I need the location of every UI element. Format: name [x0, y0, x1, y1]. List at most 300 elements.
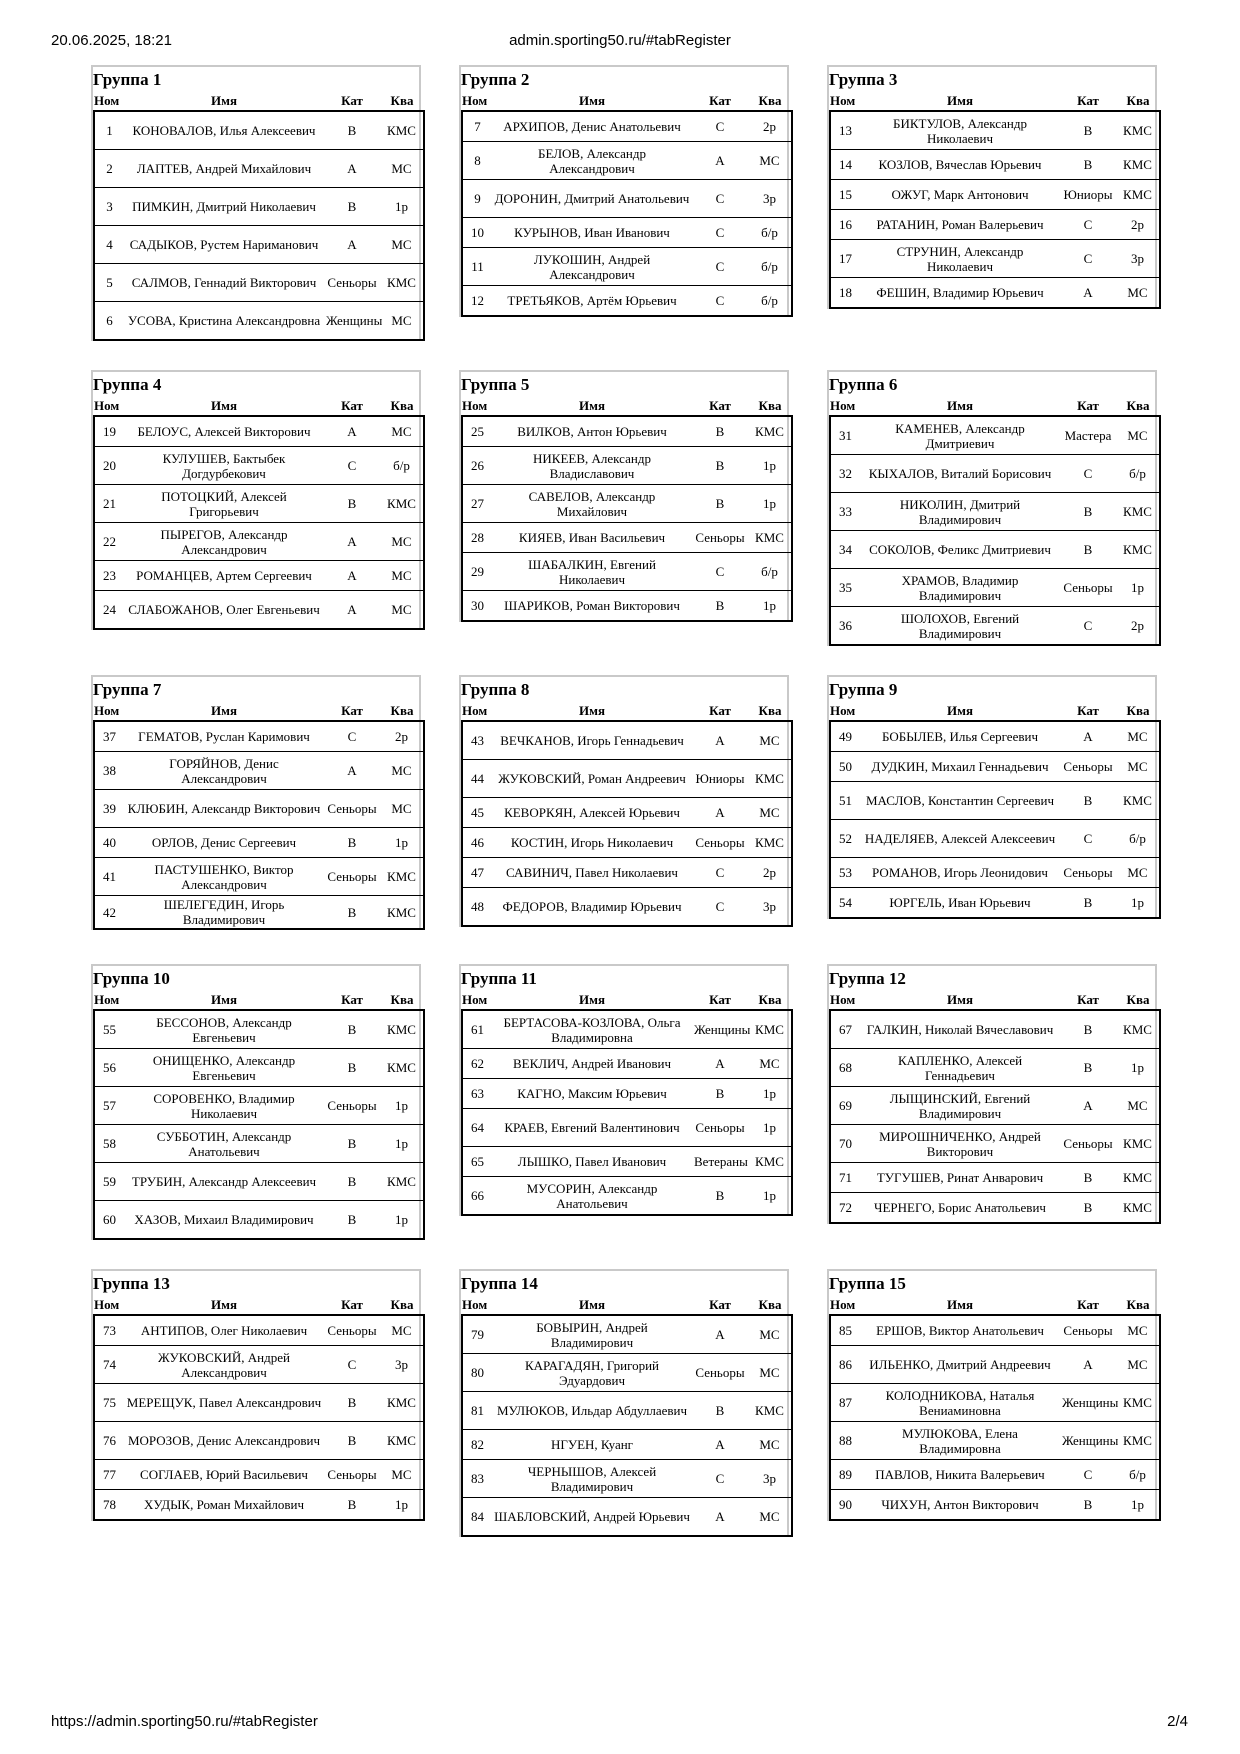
participant-number: 55 — [103, 1022, 116, 1037]
participant-category: Юниоры — [692, 760, 748, 798]
participant-number: 51 — [830, 782, 860, 820]
table-row — [94, 858, 424, 896]
participant-qualification: 3р — [748, 180, 792, 218]
participant-number: 76 — [94, 1422, 124, 1460]
participant-category: C — [1060, 607, 1116, 646]
group-8 — [459, 675, 789, 927]
column-header-kva: Ква — [758, 703, 782, 718]
participant-qualification: МС — [380, 561, 424, 591]
column-header-name: Имя — [947, 992, 973, 1007]
participant-qualification: КМС — [387, 123, 416, 138]
column-header-name: Имя — [947, 93, 973, 108]
table-header-row — [94, 991, 424, 1010]
participant-number: 26 — [462, 447, 492, 485]
participant-category: B — [324, 896, 380, 930]
participant-category: B — [324, 1201, 380, 1240]
participant-name: ФЕДОРОВ, Владимир Юрьевич — [492, 888, 692, 927]
column-header-kva: Ква — [1126, 398, 1150, 413]
participant-name: КАПЛЕНКО, Алексей Геннадьевич — [860, 1049, 1060, 1087]
column-header-name: Имя — [579, 1297, 605, 1312]
participant-category: B — [1083, 123, 1093, 138]
participant-name: НАДЕЛЯЕВ, Алексей Алексеевич — [860, 820, 1060, 858]
participant-qualification: КМС — [1116, 782, 1160, 820]
participant-name: БЕССОНОВ, Александр Евгеньевич — [156, 1014, 292, 1045]
participant-number: 16 — [830, 210, 860, 240]
participant-qualification: МС — [759, 733, 780, 748]
participant-number: 47 — [462, 858, 492, 888]
participant-category: B — [347, 123, 357, 138]
participant-category: Женщины — [694, 1022, 751, 1037]
participant-number: 22 — [94, 523, 124, 561]
column-header-num: Ном — [94, 992, 120, 1007]
column-header-cat: Кат — [709, 93, 731, 108]
table-row — [830, 1193, 1160, 1224]
participant-category: C — [1060, 820, 1116, 858]
column-header-cat: Кат — [341, 703, 363, 718]
participant-qualification: б/р — [748, 553, 792, 591]
participant-name: ПОТОЦКИЙ, Алексей Григорьевич — [124, 485, 324, 523]
participant-number: 68 — [830, 1049, 860, 1087]
participant-name: ПИМКИН, Дмитрий Николаевич — [124, 188, 324, 226]
participant-category: B — [692, 1177, 748, 1216]
participant-number: 64 — [462, 1109, 492, 1147]
participant-name: ШАБАЛКИН, Евгений Николаевич — [492, 553, 692, 591]
group-table — [461, 397, 793, 622]
participant-number: 84 — [462, 1498, 492, 1537]
participant-name: КОНОВАЛОВ, Илья Алексеевич — [132, 123, 316, 138]
column-header-cat: Кат — [709, 1297, 731, 1312]
participant-qualification: б/р — [1116, 1460, 1160, 1490]
table-row — [830, 858, 1160, 888]
participant-number: 63 — [462, 1079, 492, 1109]
participant-category: Юниоры — [1060, 180, 1116, 210]
table-row — [94, 1163, 424, 1201]
group-4 — [91, 370, 421, 630]
table-row — [462, 828, 792, 858]
participant-category: C — [1060, 210, 1116, 240]
column-header-name: Имя — [947, 1297, 973, 1312]
table-row — [462, 1147, 792, 1177]
column-header-cat: Кат — [1077, 1297, 1099, 1312]
participant-number: 4 — [94, 226, 124, 264]
table-row — [830, 1384, 1160, 1422]
column-header-kva: Ква — [390, 992, 414, 1007]
participant-name: БЕРТАСОВА-КОЗЛОВА, Ольга Владимировна — [503, 1014, 681, 1045]
participant-category: C — [324, 1346, 380, 1384]
table-row — [830, 416, 1160, 455]
participant-number: 87 — [830, 1384, 860, 1422]
participant-category: Сеньоры — [1063, 1323, 1113, 1338]
participant-category: Женщины — [324, 302, 380, 341]
participant-category: C — [692, 180, 748, 218]
table-row — [830, 111, 1160, 150]
table-row — [830, 1422, 1160, 1460]
participant-qualification: МС — [1127, 428, 1148, 443]
column-header-num: Ном — [830, 398, 856, 413]
participant-name: БЕЛОУС, Алексей Викторович — [137, 424, 311, 439]
participant-qualification: МС — [748, 1049, 792, 1079]
participant-category: B — [1060, 1490, 1116, 1521]
table-row — [462, 523, 792, 553]
participant-qualification: 1р — [748, 1079, 792, 1109]
participant-name: СЛАБОЖАНОВ, Олег Евгеньевич — [124, 591, 324, 630]
participant-category: Сеньоры — [324, 1460, 380, 1490]
table-row — [94, 1201, 424, 1240]
participant-qualification: МС — [1127, 729, 1148, 744]
table-row — [830, 1010, 1160, 1049]
table-row — [94, 150, 424, 188]
group-table — [93, 702, 425, 930]
table-row — [830, 180, 1160, 210]
participant-name: ОРЛОВ, Денис Сергеевич — [124, 828, 324, 858]
column-header-num: Ном — [94, 1297, 120, 1312]
group-7 — [91, 675, 421, 930]
table-row — [830, 752, 1160, 782]
participant-number: 36 — [830, 607, 860, 646]
participant-category: C — [692, 553, 748, 591]
participant-number: 39 — [94, 790, 124, 828]
participant-name: ДУДКИН, Михаил Геннадьевич — [860, 752, 1060, 782]
participant-number: 28 — [462, 523, 492, 553]
participant-category: B — [1060, 1193, 1116, 1224]
participant-number: 46 — [462, 828, 492, 858]
participant-qualification: МС — [1116, 752, 1160, 782]
table-row — [462, 1010, 792, 1049]
participant-category: C — [692, 1460, 748, 1498]
table-row — [462, 485, 792, 523]
participant-number: 10 — [462, 218, 492, 248]
participant-name: КЕВОРКЯН, Алексей Юрьевич — [492, 798, 692, 828]
table-row — [94, 1490, 424, 1521]
participant-number: 58 — [94, 1125, 124, 1163]
column-header-num: Ном — [462, 1297, 488, 1312]
participant-qualification: 1р — [380, 1201, 424, 1240]
column-header-cat: Кат — [1077, 992, 1099, 1007]
group-table — [829, 1296, 1161, 1521]
participant-name: КРАЕВ, Евгений Валентинович — [492, 1109, 692, 1147]
participant-name: САВИНИЧ, Павел Николаевич — [492, 858, 692, 888]
group-11 — [459, 964, 789, 1216]
group-title: Группа 3 — [829, 70, 898, 89]
column-header-num: Ном — [830, 703, 856, 718]
table-row — [830, 1049, 1160, 1087]
group-table — [829, 702, 1161, 919]
table-row — [94, 1422, 424, 1460]
group-title: Группа 10 — [93, 969, 170, 988]
participant-qualification: КМС — [380, 858, 424, 896]
participant-name: БЕЛОВ, Александр Александрович — [492, 142, 692, 180]
participant-qualification: 3р — [380, 1346, 424, 1384]
participant-category: A — [715, 733, 725, 748]
group-table — [829, 397, 1161, 646]
participant-category: Женщины — [1060, 1384, 1116, 1422]
participant-name: ЛУКОШИН, Андрей Александрович — [492, 248, 692, 286]
table-row — [830, 607, 1160, 646]
table-row — [830, 1490, 1160, 1521]
participant-qualification: б/р — [748, 286, 792, 317]
participant-qualification: КМС — [1123, 1022, 1152, 1037]
participant-qualification: КМС — [748, 523, 792, 553]
participant-qualification: б/р — [748, 218, 792, 248]
column-header-name: Имя — [579, 93, 605, 108]
participant-name: ХУДЫК, Роман Михайлович — [124, 1490, 324, 1521]
participant-name: МУЛЮКОВ, Ильдар Абдуллаевич — [492, 1392, 692, 1430]
participant-number: 53 — [830, 858, 860, 888]
participant-qualification: 1р — [748, 1177, 792, 1216]
participant-qualification: КМС — [748, 828, 792, 858]
group-12 — [827, 964, 1157, 1224]
table-row — [462, 798, 792, 828]
participant-qualification: 1р — [380, 1087, 424, 1125]
participant-category: B — [1060, 531, 1116, 569]
participant-name: МИРОШНИЧЕНКО, Андрей Викторович — [860, 1125, 1060, 1163]
table-row — [94, 1049, 424, 1087]
participant-number: 13 — [839, 123, 852, 138]
participant-name: БИКТУЛОВ, Александр Николаевич — [893, 115, 1027, 146]
participant-qualification: КМС — [1116, 180, 1160, 210]
participant-category: A — [692, 1498, 748, 1537]
participant-number: 61 — [471, 1022, 484, 1037]
participant-category: B — [692, 1079, 748, 1109]
participant-qualification: КМС — [748, 1392, 792, 1430]
participant-name: СОКОЛОВ, Феликс Дмитриевич — [860, 531, 1060, 569]
participant-number: 9 — [462, 180, 492, 218]
participant-category: B — [1060, 782, 1116, 820]
table-row — [462, 180, 792, 218]
participant-category: Сеньоры — [692, 828, 748, 858]
participant-category: B — [347, 1022, 357, 1037]
participant-name: МОРОЗОВ, Денис Александрович — [124, 1422, 324, 1460]
participant-name: ВЕКЛИЧ, Андрей Иванович — [492, 1049, 692, 1079]
participant-name: УСОВА, Кристина Александровна — [124, 302, 324, 341]
table-row — [94, 523, 424, 561]
group-title: Группа 13 — [93, 1274, 170, 1293]
participant-qualification: КМС — [1116, 150, 1160, 180]
participant-number: 52 — [830, 820, 860, 858]
participant-category: A — [324, 226, 380, 264]
group-5 — [459, 370, 789, 622]
participant-number: 69 — [830, 1087, 860, 1125]
table-row — [94, 896, 424, 930]
participant-category: Сеньоры — [324, 858, 380, 896]
column-header-cat: Кат — [1077, 398, 1099, 413]
participant-category: Ветераны — [692, 1147, 748, 1177]
participant-category: B — [715, 424, 725, 439]
column-header-num: Ном — [94, 93, 120, 108]
participant-qualification: КМС — [380, 1384, 424, 1422]
participant-category: C — [692, 858, 748, 888]
column-header-num: Ном — [462, 398, 488, 413]
participant-qualification: 2р — [763, 119, 776, 134]
table-row — [94, 1087, 424, 1125]
table-row — [462, 1315, 792, 1354]
column-header-name: Имя — [211, 398, 237, 413]
participant-name: ШЕЛЕГЕДИН, Игорь Владимирович — [124, 896, 324, 930]
participant-qualification: 2р — [1116, 607, 1160, 646]
table-row — [830, 782, 1160, 820]
column-header-kva: Ква — [758, 93, 782, 108]
participant-qualification: МС — [380, 302, 424, 341]
table-row — [830, 278, 1160, 309]
participant-qualification: КМС — [380, 264, 424, 302]
participant-qualification: б/р — [380, 447, 424, 485]
participant-category: C — [692, 888, 748, 927]
participant-qualification: 1р — [1116, 888, 1160, 919]
column-header-kva: Ква — [390, 1297, 414, 1312]
print-footer-url: https://admin.sporting50.ru/#tabRegister — [51, 1713, 318, 1730]
column-header-kva: Ква — [390, 703, 414, 718]
participant-category: B — [324, 1163, 380, 1201]
group-table — [461, 991, 793, 1216]
participant-name: ДОРОНИН, Дмитрий Анатольевич — [492, 180, 692, 218]
table-row — [462, 858, 792, 888]
table-header-row — [94, 1296, 424, 1315]
table-row — [94, 111, 424, 150]
participant-qualification: МС — [759, 1327, 780, 1342]
column-header-name: Имя — [947, 398, 973, 413]
participant-number: 8 — [462, 142, 492, 180]
column-header-cat: Кат — [709, 703, 731, 718]
participant-number: 11 — [462, 248, 492, 286]
participant-qualification: КМС — [1116, 1193, 1160, 1224]
table-row — [94, 721, 424, 752]
participant-number: 29 — [462, 553, 492, 591]
participant-category: Сеньоры — [1060, 752, 1116, 782]
group-table — [461, 1296, 793, 1537]
participant-name: ХАЗОВ, Михаил Владимирович — [124, 1201, 324, 1240]
group-table — [461, 702, 793, 927]
participant-category: Сеньоры — [324, 1087, 380, 1125]
column-header-cat: Кат — [341, 398, 363, 413]
participant-name: САВЕЛОВ, Александр Михайлович — [492, 485, 692, 523]
table-row — [830, 1125, 1160, 1163]
table-row — [462, 1354, 792, 1392]
group-title: Группа 4 — [93, 375, 162, 394]
table-header-row — [462, 1296, 792, 1315]
participant-category: Мастера — [1064, 428, 1112, 443]
table-row — [462, 1109, 792, 1147]
group-table — [93, 1296, 425, 1521]
participant-category: Сеньоры — [692, 523, 748, 553]
print-datetime: 20.06.2025, 18:21 — [51, 32, 172, 49]
table-header-row — [462, 397, 792, 416]
table-row — [94, 416, 424, 447]
participant-category: C — [347, 729, 357, 744]
participant-qualification: МС — [748, 142, 792, 180]
table-row — [462, 1177, 792, 1216]
participant-qualification: КМС — [380, 896, 424, 930]
table-row — [462, 111, 792, 142]
participant-category: B — [1060, 888, 1116, 919]
column-header-kva: Ква — [1126, 703, 1150, 718]
participant-category: B — [324, 1384, 380, 1422]
group-table — [829, 92, 1161, 309]
participant-name: ОЖУГ, Марк Антонович — [860, 180, 1060, 210]
table-row — [462, 721, 792, 760]
participant-number: 49 — [839, 729, 852, 744]
participant-number: 23 — [94, 561, 124, 591]
participant-category: B — [692, 1392, 748, 1430]
participant-category: Сеньоры — [1060, 569, 1116, 607]
participant-qualification: КМС — [380, 1163, 424, 1201]
participant-qualification: 1р — [748, 591, 792, 622]
participant-qualification: КМС — [380, 1049, 424, 1087]
participant-name: ЧЕРНЕГО, Борис Анатольевич — [860, 1193, 1060, 1224]
participant-category: C — [1060, 455, 1116, 493]
participant-number: 81 — [462, 1392, 492, 1430]
participant-number: 14 — [830, 150, 860, 180]
table-row — [462, 248, 792, 286]
participant-name: СТРУНИН, Александр Николаевич — [860, 240, 1060, 278]
participant-qualification: 1р — [748, 1109, 792, 1147]
participant-category: B — [692, 447, 748, 485]
participant-category: A — [1060, 278, 1116, 309]
table-row — [462, 286, 792, 317]
participant-category: A — [692, 142, 748, 180]
participant-name: ЖУКОВСКИЙ, Роман Андреевич — [492, 760, 692, 798]
participant-name: АНТИПОВ, Олег Николаевич — [140, 1323, 308, 1338]
participant-qualification: б/р — [748, 248, 792, 286]
participant-name: МАСЛОВ, Константин Сергеевич — [860, 782, 1060, 820]
participant-category: B — [1060, 493, 1116, 531]
participant-category: B — [692, 591, 748, 622]
participant-qualification: МС — [380, 226, 424, 264]
participant-number: 6 — [94, 302, 124, 341]
participant-name: АРХИПОВ, Денис Анатольевич — [503, 119, 681, 134]
participant-qualification: 1р — [380, 188, 424, 226]
participant-category: A — [324, 591, 380, 630]
participant-qualification: КМС — [380, 1422, 424, 1460]
participant-number: 62 — [462, 1049, 492, 1079]
participant-qualification: 2р — [748, 858, 792, 888]
participant-name: КОЛОДНИКОВА, Наталья Вениаминовна — [860, 1384, 1060, 1422]
participant-number: 25 — [471, 424, 484, 439]
participant-name: ТУГУШЕВ, Ринат Анварович — [860, 1163, 1060, 1193]
participant-number: 37 — [103, 729, 116, 744]
participant-number: 77 — [94, 1460, 124, 1490]
participant-number: 41 — [94, 858, 124, 896]
column-header-name: Имя — [947, 703, 973, 718]
participant-qualification: КМС — [1116, 1384, 1160, 1422]
table-header-row — [94, 92, 424, 111]
participant-qualification: КМС — [1116, 1163, 1160, 1193]
table-header-row — [830, 702, 1160, 721]
participant-category: Сеньоры — [1060, 858, 1116, 888]
participant-name: СОГЛАЕВ, Юрий Васильевич — [124, 1460, 324, 1490]
participant-name: ПАСТУШЕНКО, Виктор Александрович — [124, 858, 324, 896]
participant-number: 90 — [830, 1490, 860, 1521]
table-header-row — [94, 702, 424, 721]
participant-name: КЛЮБИН, Александр Викторович — [124, 790, 324, 828]
table-row — [462, 888, 792, 927]
column-header-name: Имя — [579, 992, 605, 1007]
participant-name: МУЛЮКОВА, Елена Владимировна — [860, 1422, 1060, 1460]
participant-name: КОЗЛОВ, Вячеслав Юрьевич — [860, 150, 1060, 180]
participant-number: 1 — [106, 123, 113, 138]
participant-name: ОНИЩЕНКО, Александр Евгеньевич — [124, 1049, 324, 1087]
participant-category: Сеньоры — [1060, 1125, 1116, 1163]
participant-number: 33 — [830, 493, 860, 531]
table-row — [462, 1392, 792, 1430]
participant-number: 21 — [94, 485, 124, 523]
participant-name: КАГНО, Максим Юрьевич — [492, 1079, 692, 1109]
table-row — [830, 240, 1160, 278]
table-row — [94, 226, 424, 264]
table-row — [94, 1460, 424, 1490]
participant-qualification: МС — [380, 150, 424, 188]
group-table — [461, 92, 793, 317]
participant-number: 42 — [94, 896, 124, 930]
